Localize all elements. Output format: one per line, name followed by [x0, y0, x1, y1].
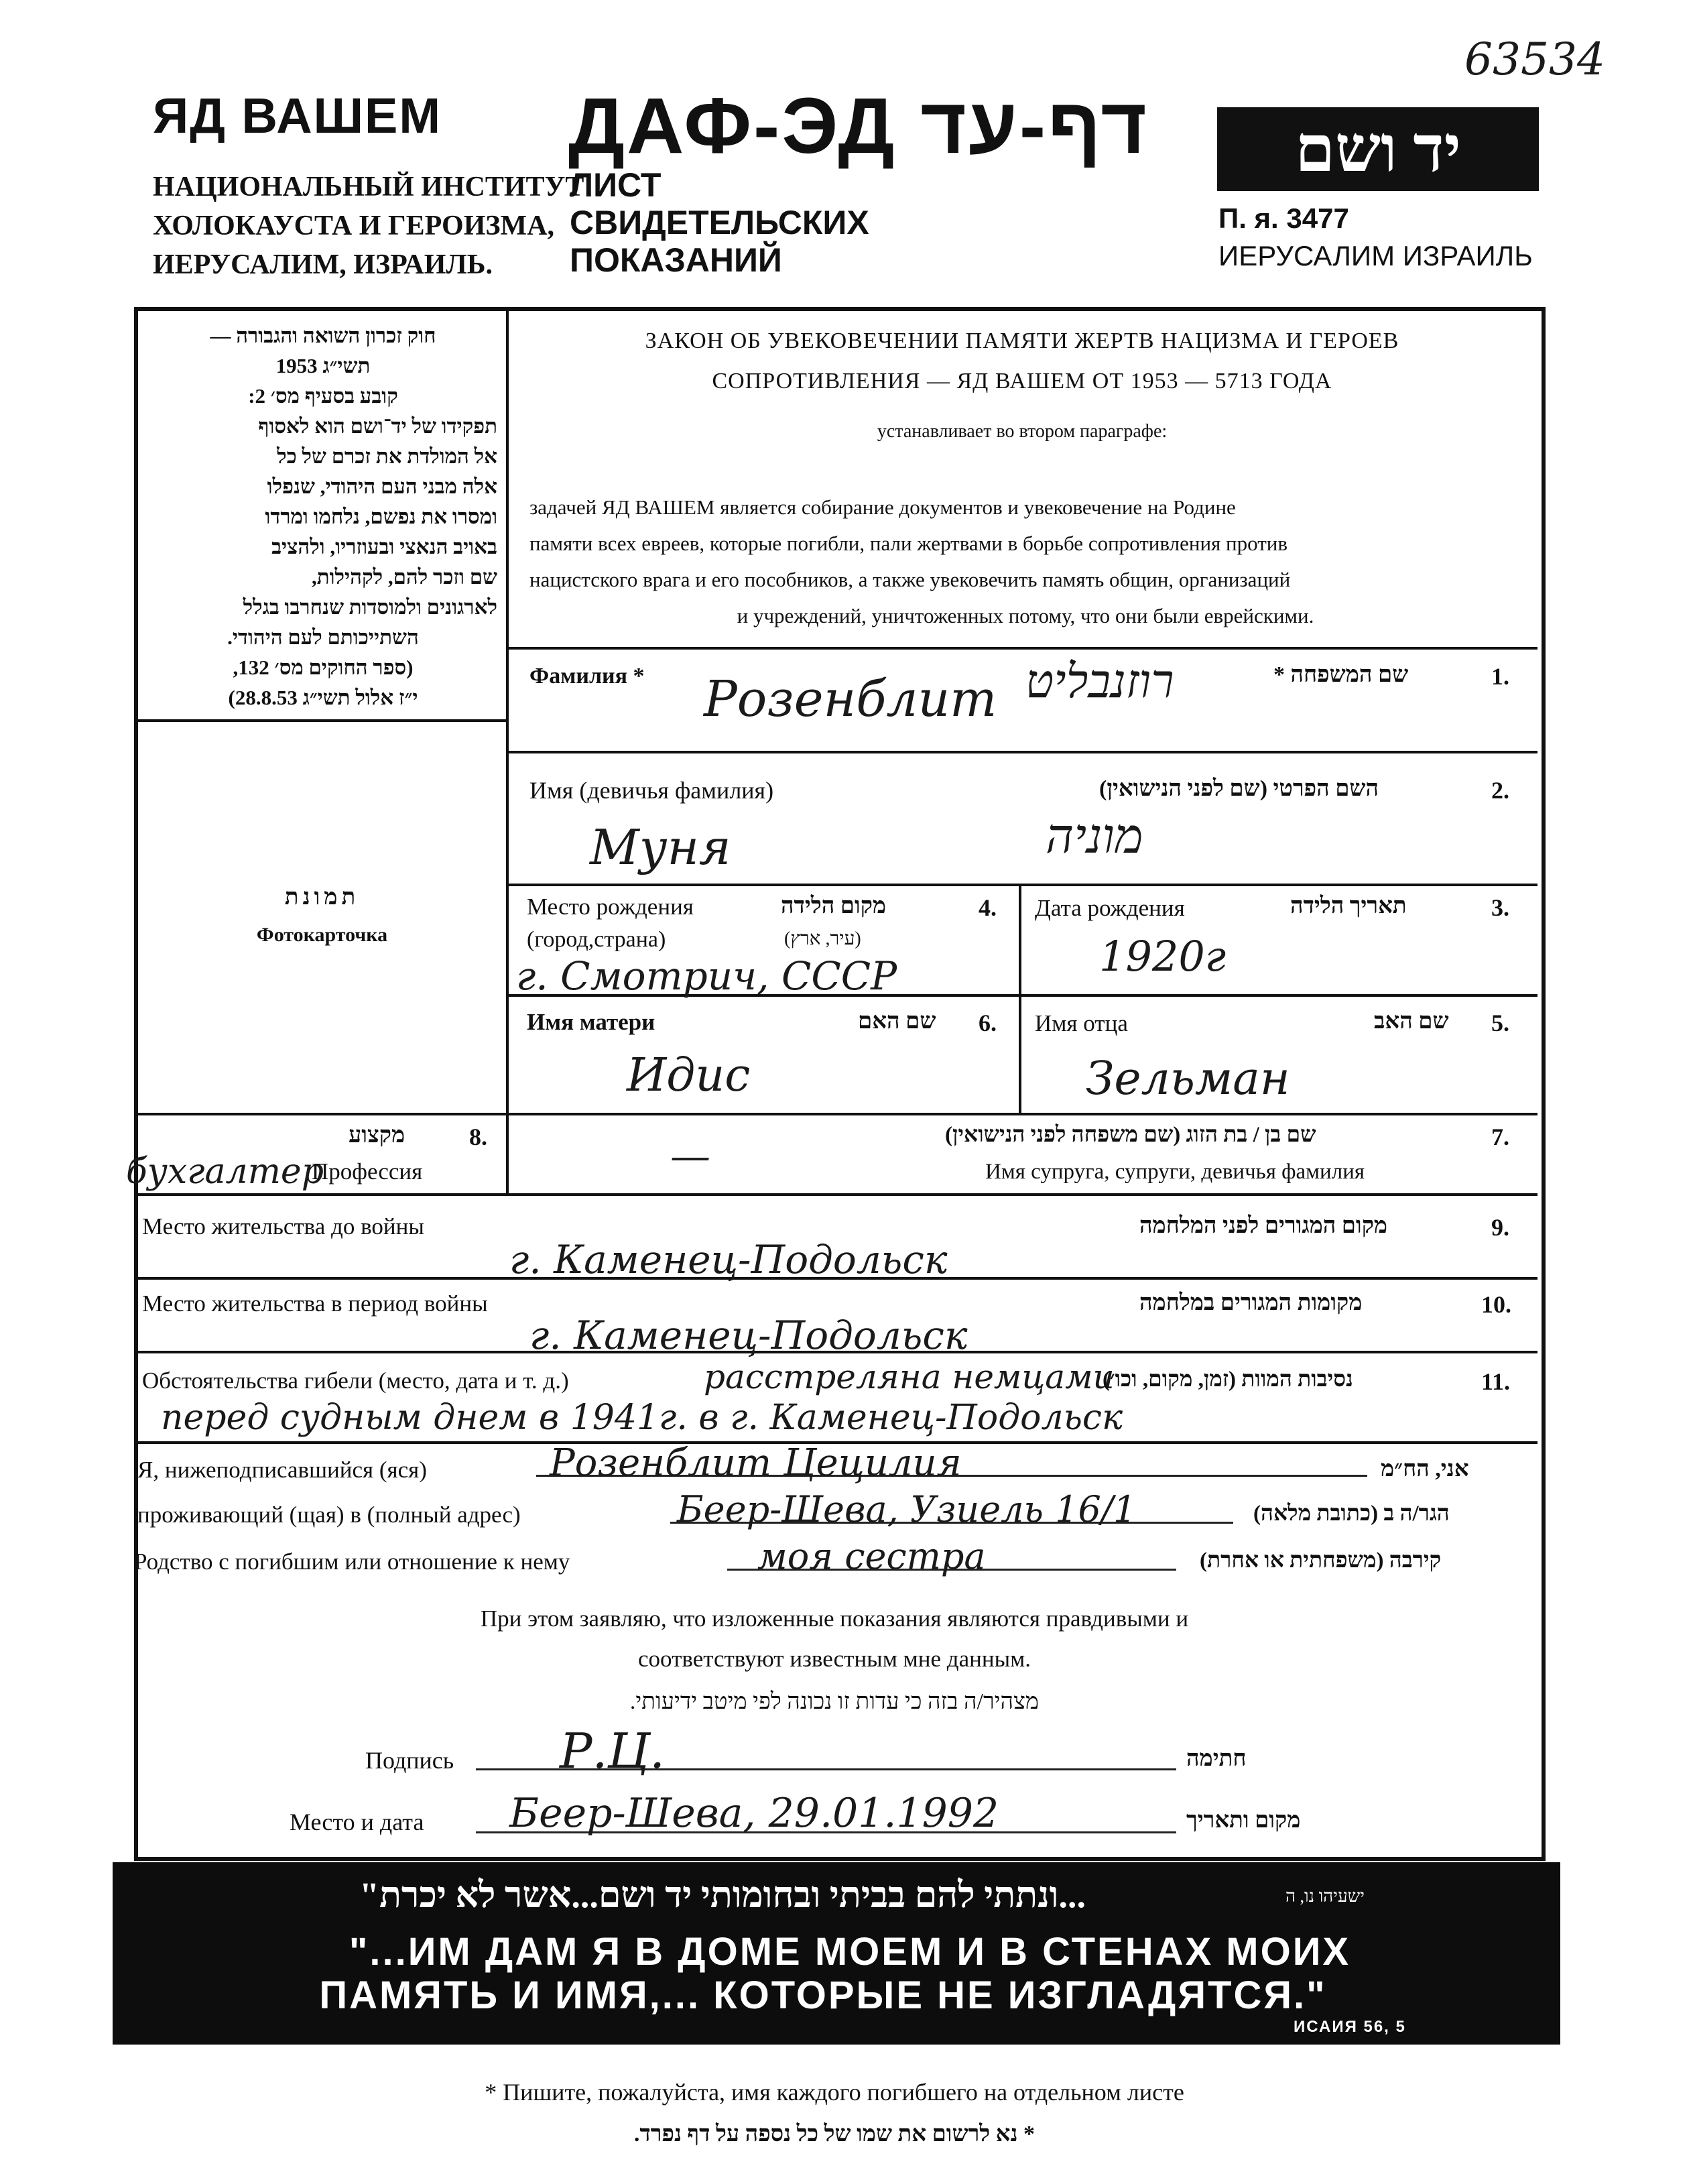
law-body-line: памяти всех евреев, которые погибли, пали жертвами в борьбе сопротивления против — [529, 532, 1288, 555]
hebrew-law-line: אלה מבני העם היהודי, שנפלו — [267, 475, 497, 498]
banner-ref-he: ישעיהו נו, ה — [1285, 1886, 1365, 1906]
field-6-label-ru: Имя матери — [527, 1009, 655, 1035]
field-2-label-he: השם הפרטי (שם לפני הנישואין) — [1099, 776, 1379, 801]
field-7-label-ru: Имя супруга, супруги, девичья фамилия — [985, 1160, 1365, 1184]
po-box: П. я. 3477 — [1218, 202, 1349, 234]
declarant-address-label-he: הגר/ה ב (כתובת מלאה) — [1253, 1502, 1450, 1526]
field-4-number: 4. — [979, 894, 997, 921]
field-11-value-1[interactable]: расстреляна немцами — [704, 1357, 1115, 1396]
header-form-line: ЛИСТ — [570, 166, 662, 204]
header-institute-line: ИЕРУСАЛИМ, ИЗРАИЛЬ. — [153, 249, 493, 280]
law-title-1: ЗАКОН ОБ УВЕКОВЕЧЕНИИ ПАМЯТИ ЖЕРТВ НАЦИЗМА И ГЕРОЕВ — [645, 328, 1399, 353]
field-11-label-he: נסיבות המוות (זמן, מקום, וכו׳) — [1103, 1368, 1353, 1392]
field-4-value[interactable]: г. Смотрич, СССР — [516, 953, 897, 999]
field-1-label-ru: Фамилия * — [529, 664, 645, 688]
place-date-label-ru: Место и дата — [290, 1809, 424, 1835]
field-11-label-ru: Обстоятельства гибели (место, дата и т. д.) — [142, 1368, 569, 1394]
field-1-number: 1. — [1491, 663, 1509, 690]
law-body-line: и учреждений, уничтоженных потому, что они были еврейскими. — [737, 604, 1314, 627]
yad-vashem-logo-text: יד ושם — [1295, 113, 1461, 185]
declarant-name-value[interactable]: Розенблит Цецилия — [550, 1441, 962, 1485]
declarant-address-label-ru: проживающий (щая) в (полный адрес) — [137, 1502, 521, 1528]
field-10-label-ru: Место жительства в период войны — [142, 1290, 488, 1317]
law-subtitle: устанавливает во втором параграфе: — [877, 421, 1168, 442]
hebrew-law-source: י״ז אלול תשי״ג 28.8.53) — [228, 686, 418, 709]
footer-note-ru: * Пишите, пожалуйста, имя каждого погибшего на отдельном листе — [485, 2079, 1184, 2106]
field-1-label-he: שם המשפחה * — [1273, 662, 1409, 687]
hebrew-law-line: ומסרו את נפשם, נלחמו ומרדו — [265, 505, 497, 528]
header-form-line: ПОКАЗАНИЙ — [570, 241, 782, 279]
field-1-value[interactable]: Розенблит — [704, 670, 997, 728]
divider — [138, 719, 509, 722]
hebrew-law-text — [149, 320, 497, 713]
field-9-label-ru: Место жительства до войны — [142, 1213, 424, 1239]
divider-vertical — [1019, 884, 1021, 1115]
record-number: 63534 — [1464, 34, 1605, 85]
field-9-value[interactable]: г. Каменец-Подольск — [509, 1237, 948, 1282]
header-form-line: СВИДЕТЕЛЬСКИХ — [570, 204, 869, 241]
place-date-label-he: מקום ותאריך — [1186, 1808, 1301, 1833]
banner-quote-ru-2: ПАМЯТЬ И ИМЯ,... КОТОРЫЕ НЕ ИЗГЛАДЯТСЯ." — [319, 1974, 1327, 2017]
divider — [138, 1193, 1537, 1196]
field-8-value[interactable]: бухгалтер — [126, 1152, 324, 1192]
field-6-label-he: שם האם — [858, 1009, 936, 1034]
field-10-label-he: מקומות המגורים במלחמה — [1139, 1290, 1363, 1315]
field-7-number: 7. — [1491, 1124, 1509, 1150]
footer-note-he: * נא לרשום את שמו של כל נספה על דף נפרד. — [633, 2122, 1035, 2146]
law-body — [529, 489, 1521, 634]
divider-vertical — [506, 1115, 509, 1196]
header-institute — [153, 168, 584, 284]
field-9-number: 9. — [1491, 1214, 1509, 1241]
declarant-address-value[interactable]: Беер-Шева, Узиель 16/1 — [677, 1488, 1137, 1530]
header-center-title: ДАФ-ЭД דף-עד — [568, 82, 1149, 170]
field-11-value-2[interactable]: перед судным днем в 1941г. в г. Каменец-Подольск — [161, 1398, 1123, 1438]
field-10-value[interactable]: г. Каменец-Подольск — [529, 1313, 968, 1358]
declarant-relation-value[interactable]: моя сестра — [757, 1535, 986, 1577]
field-5-value[interactable]: Зельман — [1086, 1052, 1290, 1105]
field-3-number: 3. — [1491, 894, 1509, 921]
field-6-value[interactable]: Идис — [627, 1049, 751, 1102]
field-5-number: 5. — [1491, 1010, 1509, 1036]
hebrew-law-source: (ספר החוקים מס׳ 132, — [233, 656, 414, 679]
hebrew-law-line: השתייכותם לעם היהודי. — [227, 625, 419, 649]
declarant-name-label-ru: Я, нижеподписавшийся (яся) — [137, 1457, 427, 1483]
banner-quote-ru-1: "...ИМ ДАМ Я В ДОМЕ МОЕМ И В СТЕНАХ МОИХ — [349, 1930, 1351, 1974]
hebrew-law-line: אל המולדת את זכרם של כל — [277, 444, 497, 468]
field-3-label-ru: Дата рождения — [1035, 895, 1185, 921]
declarant-relation-label-he: קירבה (משפחתית או אחרת) — [1200, 1549, 1442, 1573]
field-3-value[interactable]: 1920г — [1099, 932, 1227, 981]
hebrew-law-line: שם וזכר להם, לקהילות, — [311, 565, 497, 589]
hebrew-law-line: תפקידו של יד־ושם הוא לאסוף — [258, 414, 497, 438]
header-left-title: ЯД ВАШЕМ — [153, 88, 442, 143]
divider — [506, 884, 1537, 886]
field-2-value[interactable]: Муня — [590, 819, 731, 875]
declaration-ru-1: При этом заявляю, что изложенные показания являются правдивыми и — [480, 1605, 1189, 1632]
field-9-label-he: מקום המגורים לפני המלחמה — [1139, 1213, 1388, 1238]
signature-value[interactable]: Р.Ц. — [560, 1723, 666, 1779]
header-form-name — [570, 166, 869, 279]
banner-quote-he: ...ונתתי להם בביתי ובחומותי יד ושם...אשר לא יכרת" — [359, 1875, 1086, 1915]
field-4-label-ru: Место рождения — [527, 894, 694, 920]
field-3-label-he: תאריך הלידה — [1290, 894, 1407, 918]
header-institute-line: ХОЛОКАУСТА И ГЕРОИЗМА, — [153, 210, 555, 241]
field-6-number: 6. — [979, 1010, 997, 1036]
hebrew-law-line: לארגונים ולמוסדות שנחרבו בגלל — [243, 595, 497, 619]
divider — [506, 751, 1537, 753]
field-8-label-he: מקצוע — [349, 1123, 405, 1148]
field-4-label-he-2: (עיר, ארץ) — [784, 928, 861, 949]
law-body-line: нацистского врага и его пособников, а также увековечить память общин, организаций — [529, 568, 1291, 591]
header-institute-line: НАЦИОНАЛЬНЫЙ ИНСТИТУТ — [153, 172, 584, 202]
field-8-label-ru: Профессия — [312, 1158, 423, 1185]
photo-label-ru: Фотокарточка — [256, 924, 388, 946]
field-5-label-ru: Имя отца — [1035, 1010, 1128, 1036]
divider — [138, 1113, 1537, 1115]
field-1-value-he[interactable]: רוזנבליט — [1025, 654, 1174, 709]
signature-label-ru: Подпись — [365, 1747, 454, 1774]
quote-banner — [113, 1862, 1560, 2045]
field-2-number: 2. — [1491, 777, 1509, 804]
declaration-he: מצהיר/ה בזה כי עדות זו נכונה לפי מיטב ידיעותי. — [629, 1689, 1040, 1714]
hebrew-law-line: חוק זכרון השואה והגבורה — — [210, 324, 436, 347]
field-8-number: 8. — [469, 1124, 487, 1150]
banner-ref: ИСАИЯ 56, 5 — [1294, 2018, 1406, 2036]
declarant-relation-label-ru: Родство с погибшим или отношение к нему — [134, 1549, 570, 1575]
hebrew-law-line: תשי״ג 1953 — [275, 354, 371, 377]
divider — [506, 647, 1537, 650]
field-4-label-ru-2: (город,страна) — [527, 927, 666, 952]
law-title-2: СОПРОТИВЛЕНИЯ — ЯД ВАШЕМ ОТ 1953 — 5713 ГОДА — [712, 369, 1332, 393]
declarant-name-label-he: אני, הח״מ — [1381, 1457, 1469, 1481]
photo-label-he: תמונת — [284, 885, 360, 910]
signature-label-he: חתימה — [1186, 1746, 1247, 1771]
field-5-label-he: שם האב — [1374, 1009, 1449, 1034]
field-4-label-he: מקום הלידה — [781, 894, 887, 918]
city-country: ИЕРУСАЛИМ ИЗРАИЛЬ — [1218, 240, 1533, 271]
field-2-label-ru: Имя (девичья фамилия) — [529, 777, 774, 804]
hebrew-law-line: באויב הנאצי ובעוזריו, ולהציב — [271, 535, 497, 558]
hebrew-law-line: קובע בסעיף מס׳ 2: — [248, 384, 398, 408]
field-11-number: 11. — [1481, 1368, 1511, 1395]
field-2-value-he[interactable]: מוניה — [1046, 808, 1143, 864]
field-7-value[interactable]: — — [670, 1133, 710, 1180]
field-10-number: 10. — [1481, 1291, 1511, 1318]
law-body-line: задачей ЯД ВАШЕМ является собирание документов и увековечение на Родине — [529, 495, 1236, 519]
declaration-ru-2: соответствуют известным мне данным. — [638, 1646, 1031, 1672]
place-date-value[interactable]: Беер-Шева, 29.01.1992 — [509, 1790, 999, 1837]
header-address — [1218, 200, 1533, 275]
yad-vashem-logo — [1217, 107, 1539, 191]
field-7-label-he: שם בן / בת הזוג (שם משפחה לפני הנישואין) — [945, 1123, 1316, 1147]
